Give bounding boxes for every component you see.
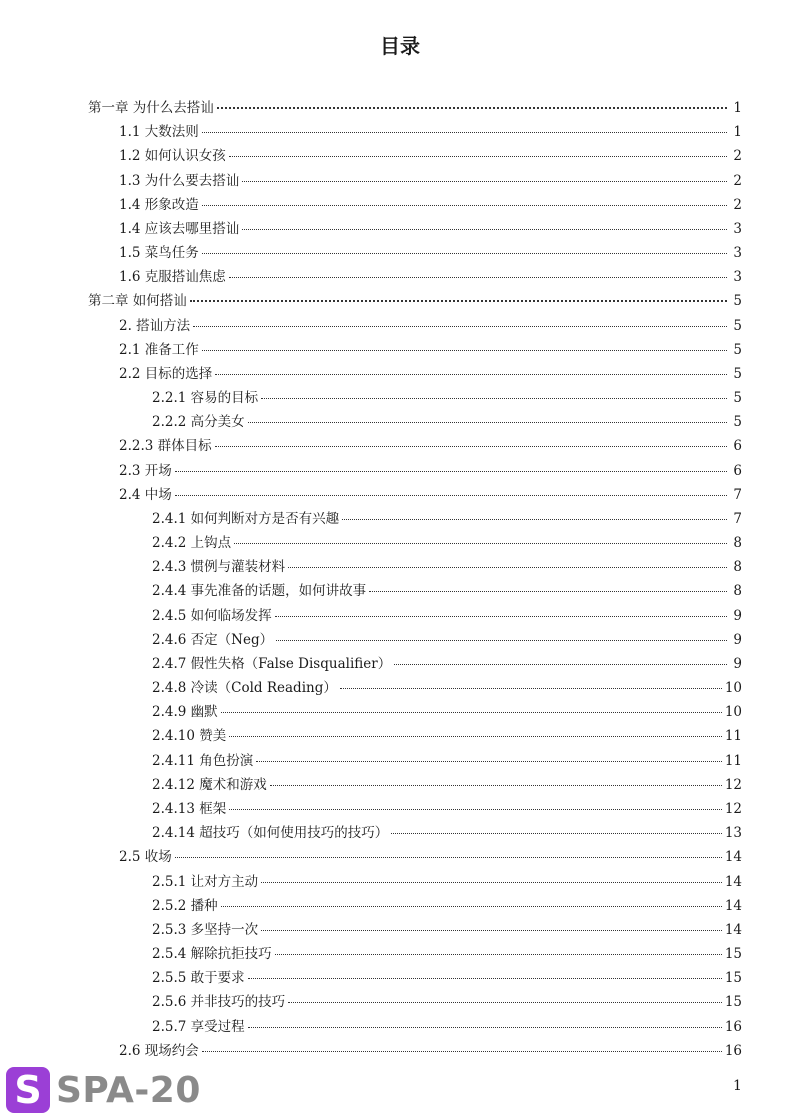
toc-entry[interactable] (88, 797, 742, 821)
toc-entry[interactable] (88, 96, 742, 120)
toc-entry[interactable] (88, 193, 742, 217)
dot-leader (342, 518, 727, 520)
toc-entry-page: 5 (733, 341, 742, 358)
toc-entry-label: 2.4.14 超技巧（如何使用技巧的技巧） (152, 825, 389, 842)
toc-entry-label: 2.5.1 让对方主动 (152, 873, 259, 890)
toc-entry[interactable] (88, 120, 742, 144)
toc-entry-page: 8 (733, 535, 742, 552)
dot-leader (391, 832, 722, 834)
toc-entry[interactable] (88, 966, 742, 990)
toc-entry-label: 1.3 为什么要去搭讪 (119, 172, 240, 189)
toc-entry-label: 2.4.13 框架 (152, 800, 227, 817)
toc-entry-page: 1 (733, 100, 742, 116)
toc-entry-page: 12 (724, 800, 742, 817)
dot-leader (175, 494, 727, 496)
dot-leader (202, 131, 727, 133)
toc-entry-page: 14 (724, 849, 742, 866)
toc-entry-page: 5 (733, 390, 742, 407)
toc-entry[interactable] (88, 241, 742, 265)
watermark-badge: S (6, 1067, 50, 1113)
dot-leader (234, 542, 727, 544)
toc-entry[interactable] (88, 169, 742, 193)
dot-leader (242, 180, 727, 182)
toc-entry-page: 3 (733, 220, 742, 237)
dot-leader (270, 784, 722, 786)
toc-entry-page: 9 (733, 607, 742, 624)
table-of-contents (88, 96, 742, 1063)
toc-entry[interactable] (88, 628, 742, 652)
toc-entry-label: 2.4.8 冷读（Cold Reading） (152, 680, 337, 697)
toc-entry-page: 1 (733, 124, 742, 141)
toc-entry[interactable] (88, 845, 742, 869)
toc-entry[interactable] (88, 942, 742, 966)
toc-entry[interactable] (88, 265, 742, 289)
dot-leader (202, 1050, 722, 1052)
toc-entry-label: 2.4.9 幽默 (152, 704, 218, 721)
toc-entry-page: 3 (733, 269, 742, 286)
toc-entry-page: 7 (733, 510, 742, 527)
dot-leader (261, 397, 727, 399)
dot-leader (248, 1026, 722, 1028)
toc-entry[interactable] (88, 434, 742, 458)
toc-entry-page: 16 (724, 1018, 742, 1035)
toc-entry-label: 2.5.5 敢于要求 (152, 970, 245, 987)
toc-entry-page: 9 (733, 655, 742, 672)
toc-entry-label: 2.4.2 上钩点 (152, 535, 232, 552)
dot-leader (242, 228, 727, 230)
toc-entry-page: 7 (733, 486, 742, 503)
toc-entry-label: 第一章 为什么去搭讪 (88, 100, 214, 116)
toc-entry-label: 2.3 开场 (119, 462, 172, 479)
dot-leader (275, 615, 727, 617)
toc-entry-page: 11 (724, 728, 742, 745)
toc-entry-label: 2.4.6 否定（Neg） (152, 631, 274, 648)
toc-entry[interactable] (88, 894, 742, 918)
toc-entry[interactable] (88, 314, 742, 338)
watermark-logo (6, 1064, 201, 1116)
toc-entry-page: 8 (733, 559, 742, 576)
toc-entry-page: 5 (733, 365, 742, 382)
dot-leader (394, 663, 727, 665)
toc-entry-page: 2 (733, 172, 742, 189)
toc-entry-page: 5 (733, 317, 742, 334)
toc-entry-page: 5 (733, 293, 742, 310)
toc-entry[interactable] (88, 289, 742, 313)
toc-entry-label: 2.4.10 赞美 (152, 728, 227, 745)
toc-entry-page: 14 (724, 897, 742, 914)
toc-entry-label: 2.4.7 假性失格（False Disqualifier） (152, 655, 392, 672)
toc-entry-page: 2 (733, 148, 742, 165)
dot-leader (229, 808, 722, 810)
toc-entry-page: 12 (724, 776, 742, 793)
dot-leader (261, 929, 722, 931)
toc-entry-label: 2.5.7 享受过程 (152, 1018, 245, 1035)
toc-entry-page: 6 (733, 462, 742, 479)
toc-entry-page: 6 (733, 438, 742, 455)
dot-leader (217, 106, 727, 109)
dot-leader (229, 735, 722, 737)
toc-entry[interactable] (88, 410, 742, 434)
toc-entry-page: 15 (724, 970, 742, 987)
dot-leader (288, 1001, 722, 1003)
dot-leader (221, 905, 722, 907)
toc-entry[interactable] (88, 579, 742, 603)
toc-entry[interactable] (88, 918, 742, 942)
toc-entry[interactable] (88, 144, 742, 168)
toc-entry-page: 9 (733, 631, 742, 648)
watermark-text: SPA-20 (56, 1069, 201, 1111)
toc-entry-page: 5 (733, 414, 742, 431)
toc-entry-label: 1.6 克服搭讪焦虑 (119, 269, 226, 286)
dot-leader (202, 204, 727, 206)
toc-entry[interactable] (88, 870, 742, 894)
dot-leader (229, 155, 727, 157)
toc-entry[interactable] (88, 604, 742, 628)
toc-entry-page: 13 (724, 825, 742, 842)
dot-leader (202, 349, 727, 351)
toc-entry-page: 3 (733, 245, 742, 262)
toc-entry-page: 16 (724, 1042, 742, 1059)
toc-entry-page: 10 (724, 704, 742, 721)
toc-entry-label: 1.2 如何认识女孩 (119, 148, 226, 165)
dot-leader (276, 639, 727, 641)
dot-leader (248, 421, 727, 423)
toc-entry[interactable] (88, 362, 742, 386)
dot-leader (175, 470, 727, 472)
dot-leader (288, 566, 727, 568)
dot-leader (340, 687, 722, 689)
toc-entry[interactable] (88, 531, 742, 555)
dot-leader (190, 299, 727, 302)
toc-entry-label: 2.5.4 解除抗拒技巧 (152, 946, 272, 963)
toc-entry-label: 2.2.1 容易的目标 (152, 390, 259, 407)
dot-leader (215, 445, 727, 447)
toc-entry-label: 2.2.3 群体目标 (119, 438, 212, 455)
page-number: 1 (733, 1078, 742, 1094)
toc-entry[interactable] (88, 217, 742, 241)
toc-entry-label: 2.4.5 如何临场发挥 (152, 607, 272, 624)
dot-leader (221, 711, 722, 713)
toc-entry[interactable] (88, 483, 742, 507)
toc-entry[interactable] (88, 507, 742, 531)
toc-entry-page: 14 (724, 921, 742, 938)
toc-entry-label: 第二章 如何搭讪 (88, 293, 187, 310)
dot-leader (229, 276, 727, 278)
toc-entry-label: 2.4.3 惯例与灌装材料 (152, 559, 286, 576)
toc-entry-page: 15 (724, 994, 742, 1011)
toc-entry[interactable] (88, 652, 742, 676)
toc-entry[interactable] (88, 459, 742, 483)
dot-leader (193, 325, 727, 327)
toc-entry-label: 2.5.3 多坚持一次 (152, 921, 259, 938)
page-title: 目录 (380, 34, 420, 58)
toc-entry-page: 15 (724, 946, 742, 963)
dot-leader (215, 373, 727, 375)
toc-entry[interactable] (88, 386, 742, 410)
toc-entry-label: 2.2 目标的选择 (119, 365, 213, 382)
dot-leader (369, 590, 727, 592)
toc-entry-label: 2.4.12 魔术和游戏 (152, 776, 267, 793)
dot-leader (275, 953, 722, 955)
toc-entry[interactable] (88, 990, 742, 1014)
toc-entry-page: 11 (724, 752, 742, 769)
toc-entry-label: 2.4.11 角色扮演 (152, 752, 254, 769)
toc-entry[interactable] (88, 1015, 742, 1039)
toc-entry-label: 2.5 收场 (119, 849, 172, 866)
toc-entry-page: 14 (724, 873, 742, 890)
dot-leader (256, 760, 722, 762)
toc-entry[interactable] (88, 1039, 742, 1063)
toc-entry-label: 2.4.4 事先准备的话题，如何讲故事 (152, 583, 367, 600)
toc-entry-label: 2.6 现场约会 (119, 1042, 199, 1059)
toc-entry[interactable] (88, 773, 742, 797)
toc-entry-label: 2.4.1 如何判断对方是否有兴趣 (152, 510, 340, 527)
toc-entry[interactable] (88, 749, 742, 773)
toc-entry-label: 2.5.6 并非技巧的技巧 (152, 994, 286, 1011)
toc-entry-label: 2.1 准备工作 (119, 341, 199, 358)
toc-entry[interactable] (88, 338, 742, 362)
dot-leader (175, 856, 722, 858)
toc-entry-label: 2.5.2 播种 (152, 897, 218, 914)
toc-entry-page: 10 (724, 680, 742, 697)
toc-entry[interactable] (88, 676, 742, 700)
toc-entry-label: 2.4 中场 (119, 486, 172, 503)
toc-entry-label: 2. 搭讪方法 (119, 317, 191, 334)
toc-entry[interactable] (88, 555, 742, 579)
dot-leader (202, 252, 727, 254)
toc-entry-label: 2.2.2 高分美女 (152, 414, 245, 431)
toc-entry-label: 1.4 形象改造 (119, 196, 199, 213)
toc-entry-page: 8 (733, 583, 742, 600)
toc-entry-label: 1.5 菜鸟任务 (119, 245, 199, 262)
dot-leader (261, 881, 722, 883)
toc-entry[interactable] (88, 724, 742, 748)
toc-entry[interactable] (88, 700, 742, 724)
toc-entry-page: 2 (733, 196, 742, 213)
toc-entry[interactable] (88, 821, 742, 845)
toc-entry-label: 1.1 大数法则 (119, 124, 199, 141)
toc-entry-label: 1.4 应该去哪里搭讪 (119, 220, 240, 237)
dot-leader (248, 977, 722, 979)
